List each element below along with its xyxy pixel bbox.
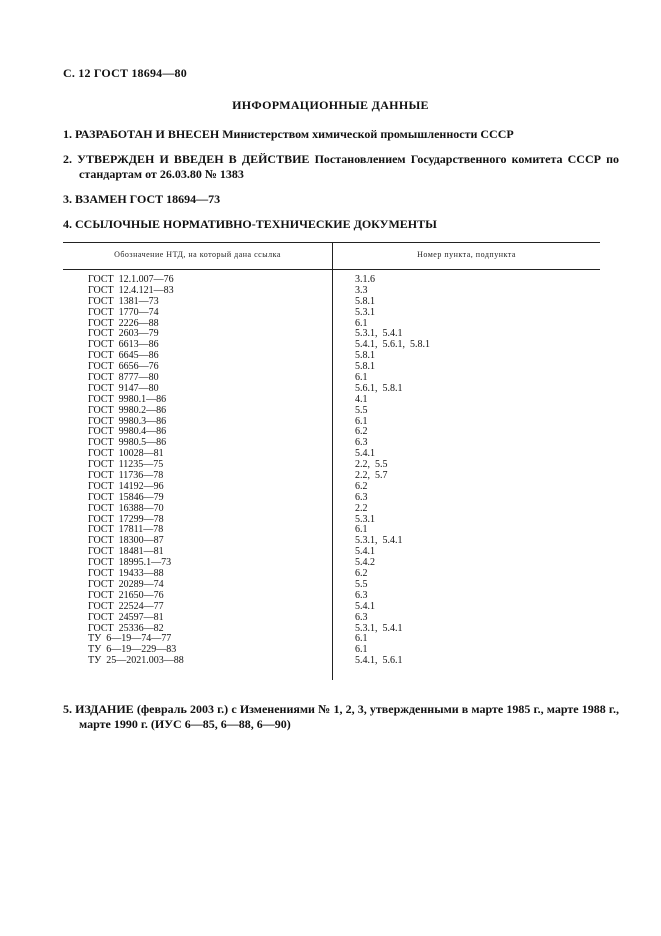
item-lead: ВЗАМЕН ГОСТ 18694—73 bbox=[75, 192, 221, 206]
table-cell-document: ГОСТ 2226—88 bbox=[88, 317, 159, 329]
item-text: с Изменениями № 1, 2, 3, утвержденными в марте 1985 г., марте 1988 г., марте 1990 г. (ИУС 6—85, 6—88, 6—90) bbox=[79, 702, 620, 731]
item-number: 2. bbox=[63, 152, 72, 166]
item-lead: ИЗДАНИЕ (февраль 2003 г.) bbox=[75, 702, 229, 716]
section-title: ИНФОРМАЦИОННЫЕ ДАННЫЕ bbox=[232, 98, 429, 112]
table-cell-clause: 6.2 bbox=[355, 480, 368, 492]
table-cell-clause: 6.1 bbox=[355, 524, 368, 536]
table-cell-clause: 6.3 bbox=[355, 491, 368, 503]
table-cell-clause: 5.4.2 bbox=[355, 557, 375, 569]
item-references bbox=[63, 217, 603, 232]
table-cell-document: ГОСТ 6656—76 bbox=[88, 361, 159, 373]
table-cell-clause: 5.3.1, 5.4.1 bbox=[355, 535, 403, 547]
column-header-clause: Номер пункта, подпункта bbox=[417, 250, 516, 259]
table-cell-document: ГОСТ 9980.1—86 bbox=[88, 393, 167, 405]
item-edition bbox=[63, 702, 619, 732]
table-cell-document: ГОСТ 9980.2—86 bbox=[88, 404, 167, 416]
item-text: Постановлением Государственного комитета СССР по стандартам от 26.03.80 № 1383 bbox=[79, 152, 620, 181]
table-cell-clause: 5.3.1, 5.4.1 bbox=[355, 328, 403, 340]
table-cell-clause: 6.3 bbox=[355, 611, 368, 623]
table-cell-clause: 6.1 bbox=[355, 372, 368, 384]
table-cell-document: ГОСТ 20289—74 bbox=[88, 578, 164, 590]
table-cell-document: ГОСТ 9980.4—86 bbox=[88, 426, 167, 438]
table-column-divider bbox=[332, 242, 333, 680]
table-cell-document: ГОСТ 15846—79 bbox=[88, 491, 164, 503]
table-cell-clause: 5.4.1 bbox=[355, 600, 375, 612]
table-cell-clause: 3.1.6 bbox=[355, 274, 375, 285]
table-cell-clause: 2.2, 5.5 bbox=[355, 459, 388, 471]
table-cell-document: ГОСТ 21650—76 bbox=[88, 589, 164, 601]
table-cell-document: ГОСТ 6613—86 bbox=[88, 339, 159, 351]
table-cell-document: ГОСТ 12.1.007—76 bbox=[88, 274, 174, 285]
table-cell-clause: 5.3.1, 5.4.1 bbox=[355, 622, 403, 634]
table-cell-clause: 5.3.1 bbox=[355, 513, 375, 525]
table-cell-clause: 5.5 bbox=[355, 578, 368, 590]
table-cell-document: ГОСТ 22524—77 bbox=[88, 600, 164, 612]
column-header-document: Обозначение НТД, на который дана ссылка bbox=[114, 250, 281, 259]
table-cell-document: ГОСТ 9980.5—86 bbox=[88, 437, 167, 449]
table-cell-clause: 6.1 bbox=[355, 644, 368, 656]
table-cell-document: ГОСТ 16388—70 bbox=[88, 502, 164, 514]
table-cell-document: ГОСТ 17811—78 bbox=[88, 524, 164, 536]
table-cell-clause: 5.8.1 bbox=[355, 361, 375, 373]
table-cell-clause: 6.1 bbox=[355, 415, 368, 427]
table-cell-clause: 2.2 bbox=[355, 502, 368, 514]
table-cell-document: ГОСТ 9147—80 bbox=[88, 382, 159, 394]
table-cell-document: ГОСТ 24597—81 bbox=[88, 611, 164, 623]
table-cell-clause: 5.4.1, 5.6.1, 5.8.1 bbox=[355, 339, 430, 351]
table-cell-document: ТУ 6—19—229—83 bbox=[88, 644, 177, 656]
table-cell-clause: 3.3 bbox=[355, 284, 368, 296]
table-cell-document: ГОСТ 25336—82 bbox=[88, 622, 164, 634]
table-cell-clause: 5.8.1 bbox=[355, 295, 375, 307]
table-cell-document: ГОСТ 11736—78 bbox=[88, 470, 164, 482]
table-cell-document: ГОСТ 2603—79 bbox=[88, 328, 159, 340]
item-number: 3. bbox=[63, 192, 72, 206]
table-cell-document: ТУ 25—2021.003—88 bbox=[88, 655, 184, 667]
table-cell-document: ГОСТ 6645—86 bbox=[88, 350, 159, 362]
table-cell-document: ГОСТ 1770—74 bbox=[88, 306, 159, 318]
table-cell-document: ГОСТ 18481—81 bbox=[88, 546, 164, 558]
table-cell-document: ГОСТ 19433—88 bbox=[88, 568, 164, 580]
table-cell-document: ГОСТ 10028—81 bbox=[88, 448, 164, 460]
table-cell-document: ГОСТ 12.4.121—83 bbox=[88, 284, 174, 296]
item-lead: РАЗРАБОТАН И ВНЕСЕН bbox=[75, 127, 220, 141]
item-lead: ССЫЛОЧНЫЕ НОРМАТИВНО-ТЕХНИЧЕСКИЕ ДОКУМЕНТЫ bbox=[75, 217, 437, 231]
table-cell-clause: 6.2 bbox=[355, 568, 368, 580]
table-cell-clause: 5.8.1 bbox=[355, 350, 375, 362]
table-cell-clause: 5.3.1 bbox=[355, 306, 375, 318]
table-cell-clause: 6.2 bbox=[355, 426, 368, 438]
table-cell-clause: 5.4.1 bbox=[355, 546, 375, 558]
table-cell-clause: 6.3 bbox=[355, 589, 368, 601]
item-replaces bbox=[63, 192, 603, 207]
item-developed bbox=[63, 127, 603, 142]
table-cell-clause: 4.1 bbox=[355, 393, 368, 405]
item-number: 1. bbox=[63, 127, 72, 141]
table-cell-document: ГОСТ 9980.3—86 bbox=[88, 415, 167, 427]
table-cell-document: ГОСТ 8777—80 bbox=[88, 372, 159, 384]
table-cell-clause: 6.1 bbox=[355, 317, 368, 329]
table-cell-document: ГОСТ 17299—78 bbox=[88, 513, 164, 525]
table-cell-document: ТУ 6—19—74—77 bbox=[88, 633, 172, 645]
table-cell-document: ГОСТ 1381—73 bbox=[88, 295, 159, 307]
item-number: 5. bbox=[63, 702, 72, 716]
table-cell-clause: 6.1 bbox=[355, 633, 368, 645]
clause-column bbox=[355, 275, 430, 667]
table-cell-clause: 6.3 bbox=[355, 437, 368, 449]
table-cell-document: ГОСТ 11235—75 bbox=[88, 459, 164, 471]
table-cell-clause: 5.4.1 bbox=[355, 448, 375, 460]
page-header: С. 12 ГОСТ 18694—80 bbox=[63, 66, 187, 80]
table-cell-clause: 5.4.1, 5.6.1 bbox=[355, 655, 403, 667]
item-number: 4. bbox=[63, 217, 72, 231]
table-cell-document: ГОСТ 18995.1—73 bbox=[88, 557, 172, 569]
item-approved bbox=[63, 152, 619, 182]
document-column bbox=[88, 275, 184, 667]
table-cell-clause: 5.6.1, 5.8.1 bbox=[355, 382, 403, 394]
table-cell-clause: 2.2, 5.7 bbox=[355, 470, 388, 482]
item-lead: УТВЕРЖДЕН И ВВЕДЕН В ДЕЙСТВИЕ bbox=[77, 152, 310, 166]
table-cell-document: ГОСТ 14192—96 bbox=[88, 480, 164, 492]
table-cell-clause: 5.5 bbox=[355, 404, 368, 416]
table-cell-document: ГОСТ 18300—87 bbox=[88, 535, 164, 547]
references-table bbox=[63, 242, 600, 680]
item-text: Министерством химической промышленности СССР bbox=[222, 127, 514, 141]
